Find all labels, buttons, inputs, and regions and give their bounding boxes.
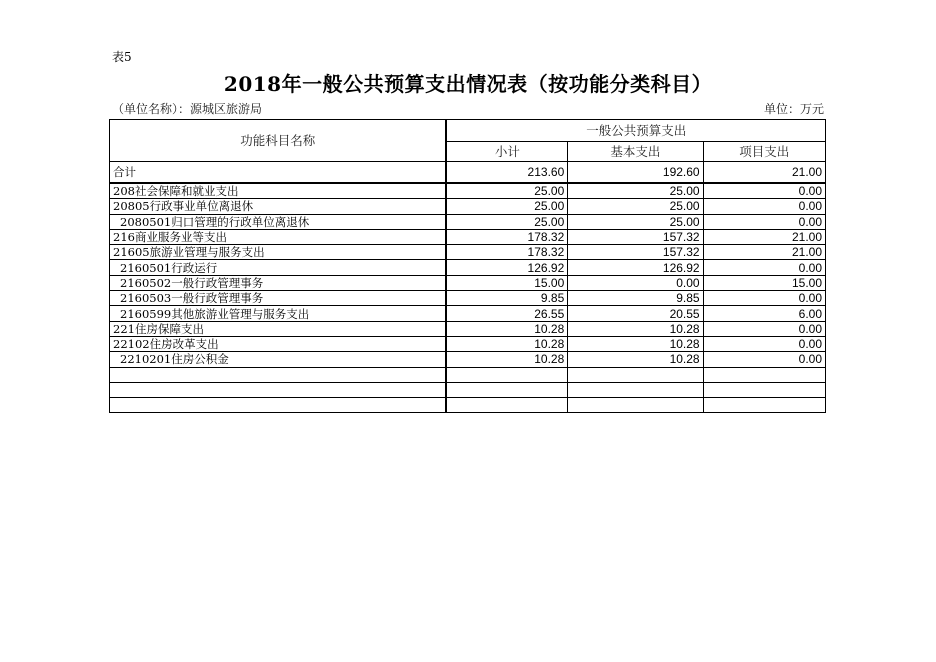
table-row (110, 260, 826, 275)
row-subtotal: 26.55 (446, 306, 567, 321)
row-project: 0.00 (703, 291, 825, 306)
row-subtotal: 25.00 (446, 183, 567, 199)
total-subtotal: 213.60 (446, 162, 567, 184)
row-subtotal: 178.32 (446, 245, 567, 260)
empty-cell (703, 398, 825, 413)
header-basic: 基本支出 (568, 142, 703, 162)
row-name: 2080501归口管理的行政单位离退休 (110, 214, 447, 229)
row-subtotal: 9.85 (446, 291, 567, 306)
header-subtotal: 小计 (446, 142, 567, 162)
row-basic: 20.55 (568, 306, 703, 321)
table-row (110, 321, 826, 336)
row-basic: 10.28 (568, 336, 703, 351)
row-subtotal: 178.32 (446, 229, 567, 244)
table-number: 表5 (112, 50, 132, 64)
empty-cell (110, 367, 447, 382)
empty-cell (446, 398, 567, 413)
total-row (110, 162, 826, 184)
table-row (110, 352, 826, 367)
row-project: 0.00 (703, 352, 825, 367)
row-name: 216商业服务业等支出 (110, 229, 447, 244)
row-name: 20805行政事业单位离退休 (110, 199, 447, 214)
empty-row (110, 367, 826, 382)
empty-cell (446, 367, 567, 382)
row-name: 221住房保障支出 (110, 321, 447, 336)
total-label: 合计 (110, 162, 447, 184)
empty-cell (703, 367, 825, 382)
row-name: 2160503一般行政管理事务 (110, 291, 447, 306)
row-subtotal: 10.28 (446, 336, 567, 351)
table-row (110, 275, 826, 290)
header-function-name: 功能科目名称 (110, 120, 447, 162)
empty-cell (446, 382, 567, 397)
unit-name-label: （单位名称）：源城区旅游局 (112, 102, 263, 116)
table-row (110, 306, 826, 321)
currency-unit-label: 单位：万元 (763, 102, 824, 116)
table-row (110, 214, 826, 229)
empty-cell (110, 382, 447, 397)
table-row (110, 183, 826, 199)
row-project: 15.00 (703, 275, 825, 290)
empty-row (110, 398, 826, 413)
row-project: 21.00 (703, 229, 825, 244)
row-project: 0.00 (703, 260, 825, 275)
row-basic: 25.00 (568, 214, 703, 229)
row-subtotal: 15.00 (446, 275, 567, 290)
empty-cell (568, 398, 703, 413)
page-title: 2018年一般公共预算支出情况表（按功能分类科目） (223, 72, 713, 96)
row-basic: 157.32 (568, 229, 703, 244)
row-project: 0.00 (703, 183, 825, 199)
table-row (110, 245, 826, 260)
row-subtotal: 10.28 (446, 321, 567, 336)
row-name: 208社会保障和就业支出 (110, 183, 447, 199)
row-subtotal: 25.00 (446, 214, 567, 229)
row-name: 22102住房改革支出 (110, 336, 447, 351)
row-name: 2160501行政运行 (110, 260, 447, 275)
table-row (110, 336, 826, 351)
empty-cell (568, 382, 703, 397)
row-basic: 157.32 (568, 245, 703, 260)
row-subtotal: 10.28 (446, 352, 567, 367)
total-basic: 192.60 (568, 162, 703, 184)
empty-row (110, 382, 826, 397)
row-basic: 25.00 (568, 183, 703, 199)
row-name: 2160502一般行政管理事务 (110, 275, 447, 290)
row-basic: 9.85 (568, 291, 703, 306)
row-basic: 10.28 (568, 352, 703, 367)
total-project: 21.00 (703, 162, 825, 184)
header-budget-group: 一般公共预算支出 (446, 120, 825, 142)
empty-cell (568, 367, 703, 382)
row-name: 21605旅游业管理与服务支出 (110, 245, 447, 260)
empty-cell (110, 398, 447, 413)
row-name: 2210201住房公积金 (110, 352, 447, 367)
row-project: 0.00 (703, 214, 825, 229)
table-row (110, 199, 826, 214)
budget-table (109, 119, 826, 413)
row-basic: 10.28 (568, 321, 703, 336)
row-subtotal: 126.92 (446, 260, 567, 275)
header-project: 项目支出 (703, 142, 825, 162)
empty-cell (703, 382, 825, 397)
row-subtotal: 25.00 (446, 199, 567, 214)
row-project: 6.00 (703, 306, 825, 321)
table-row (110, 291, 826, 306)
row-name: 2160599其他旅游业管理与服务支出 (110, 306, 447, 321)
row-project: 0.00 (703, 199, 825, 214)
row-basic: 0.00 (568, 275, 703, 290)
row-basic: 126.92 (568, 260, 703, 275)
row-project: 0.00 (703, 336, 825, 351)
row-basic: 25.00 (568, 199, 703, 214)
table-row (110, 229, 826, 244)
row-project: 0.00 (703, 321, 825, 336)
row-project: 21.00 (703, 245, 825, 260)
